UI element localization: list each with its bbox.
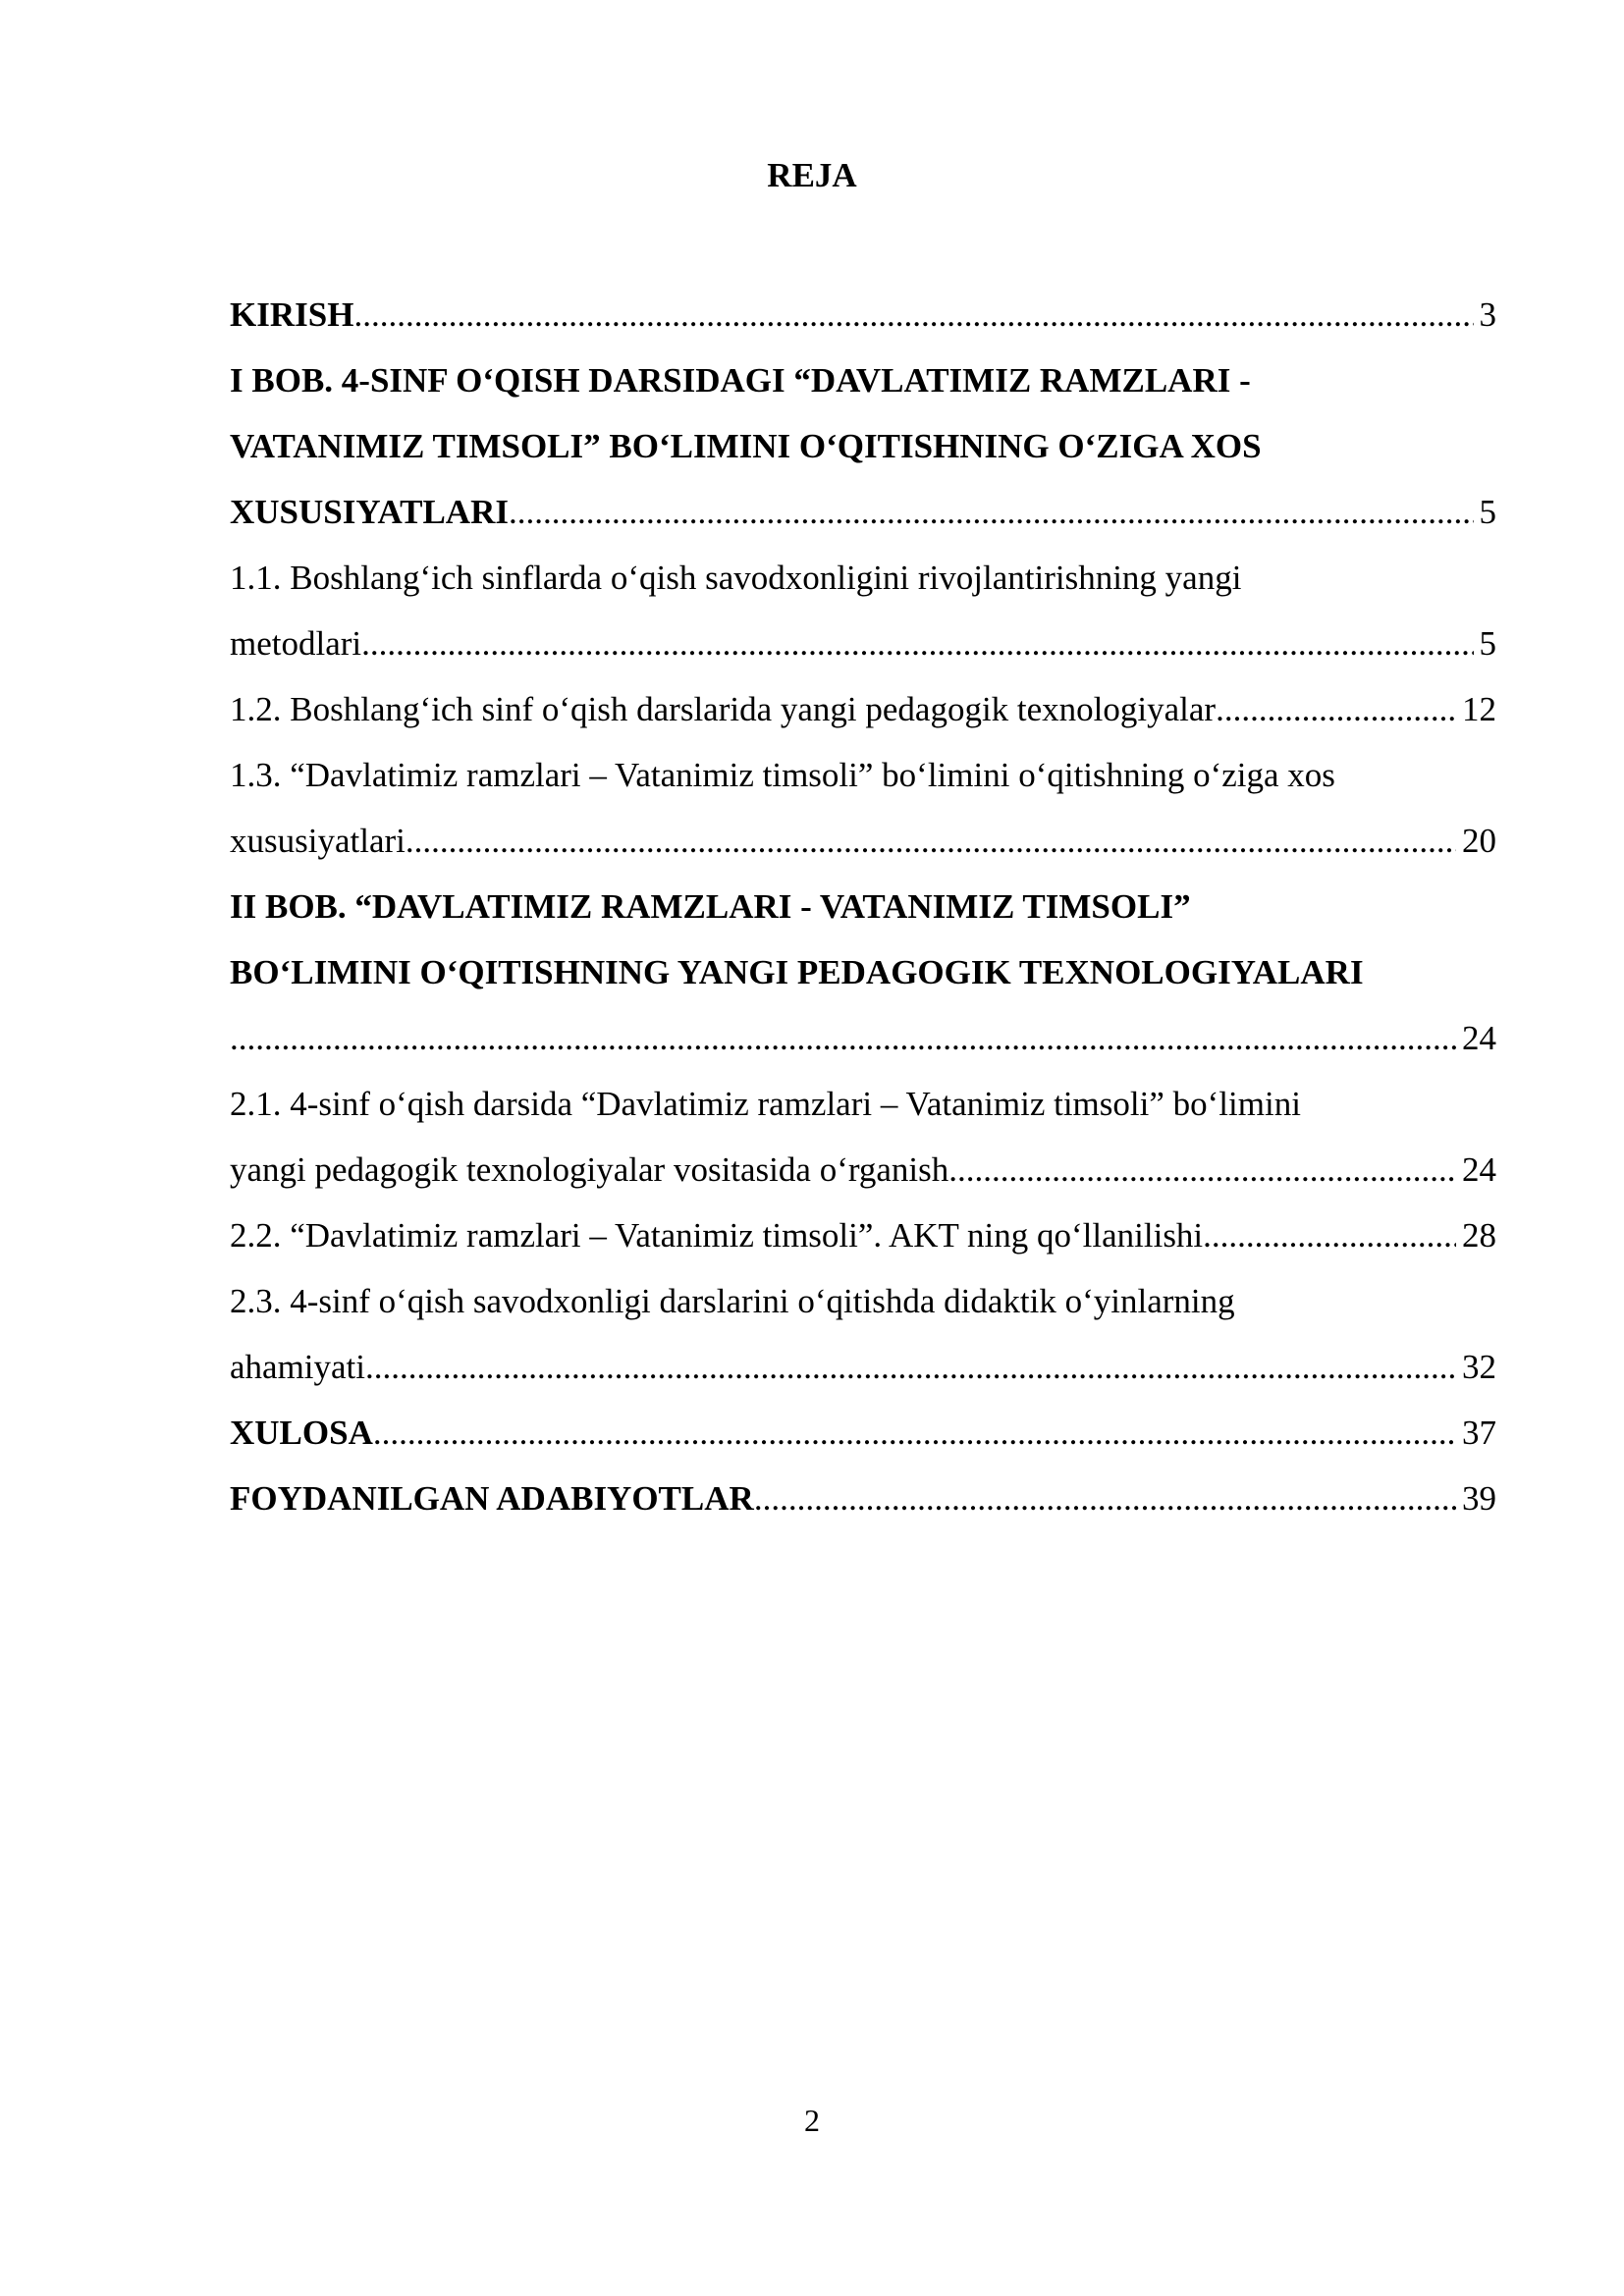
toc-page-number: 12 — [1462, 690, 1496, 728]
toc-page-number: 28 — [1462, 1216, 1496, 1255]
toc-page-number: 24 — [1462, 1150, 1496, 1189]
toc-entry-bob1[interactable] — [230, 479, 1496, 545]
toc-page-number: 5 — [1479, 624, 1496, 663]
toc-page-number: 37 — [1462, 1414, 1496, 1452]
toc-entry-title: 1.2. Boshlang‘ich sinf o‘qish darslarida yangi pedagogik texnologiyalar — [230, 690, 1217, 728]
toc-entry-title: XULOSA — [230, 1414, 373, 1452]
toc-page-number: 32 — [1462, 1348, 1496, 1386]
dot-leader — [361, 611, 1473, 676]
toc-entry-1-3-line1[interactable]: 1.3. “Davlatimiz ramzlari – Vatanimiz timsoli” bo‘limini o‘qitishning o‘ziga xos — [230, 756, 1335, 794]
toc-entry-1-1-line1[interactable]: 1.1. Boshlang‘ich sinflarda o‘qish savodxonligini rivojlantirishning yangi — [230, 559, 1242, 597]
dot-leader — [406, 808, 1456, 874]
toc-entry-title: 2.2. “Davlatimiz ramzlari – Vatanimiz timsoli”. AKT ning qo‘llanilishi — [230, 1216, 1204, 1255]
toc-entry-title: XUSUSIYATLARI — [230, 493, 509, 531]
toc-page-number: 39 — [1462, 1479, 1496, 1518]
toc-page-number: 5 — [1479, 493, 1496, 531]
toc-entry-title: yangi pedagogik texnologiyalar vositasida o‘rganish — [230, 1150, 949, 1189]
toc-entry-bob1-line2[interactable]: VATANIMIZ TIMSOLI” BO‘LIMINI O‘QITISHNING O‘ZIGA XOS — [230, 427, 1262, 465]
toc-entry-2-3-line1[interactable]: 2.3. 4-sinf o‘qish savodxonligi darslarini o‘qitishda didaktik o‘yinlarning — [230, 1282, 1235, 1320]
toc-entry-2-3[interactable] — [230, 1334, 1496, 1400]
toc-entry-2-1-line1[interactable]: 2.1. 4-sinf o‘qish darsida “Davlatimiz ramzlari – Vatanimiz timsoli” bo‘limini — [230, 1085, 1301, 1123]
toc-entry-adabiyotlar[interactable] — [230, 1466, 1496, 1531]
table-of-contents — [230, 282, 1496, 1531]
toc-entry-title: KIRISH — [230, 295, 354, 334]
dot-leader — [373, 1400, 1456, 1466]
toc-entry-bob2-line2[interactable]: BO‘LIMINI O‘QITISHNING YANGI PEDAGOGIK TEXNOLOGIYALARI — [230, 953, 1364, 991]
dot-leader — [230, 1005, 1456, 1071]
toc-entry-bob2-line1[interactable]: II BOB. “DAVLATIMIZ RAMZLARI - VATANIMIZ TIMSOLI” — [230, 887, 1191, 926]
toc-entry-bob1-line1[interactable]: I BOB. 4-SINF O‘QISH DARSIDAGI “DAVLATIMIZ RAMZLARI - — [230, 361, 1251, 400]
toc-entry-bob2[interactable] — [230, 1005, 1496, 1071]
toc-entry-1-1[interactable] — [230, 611, 1496, 676]
toc-entry-2-2[interactable] — [230, 1202, 1496, 1268]
toc-entry-title: ahamiyati — [230, 1348, 366, 1386]
toc-page-number: 20 — [1462, 822, 1496, 860]
dot-leader — [1216, 676, 1456, 742]
toc-entry-title: xususiyatlari — [230, 822, 406, 860]
toc-entry-2-1[interactable] — [230, 1137, 1496, 1202]
toc-entry-title: metodlari — [230, 624, 362, 663]
dot-leader — [1203, 1202, 1456, 1268]
toc-entry-kirish[interactable] — [230, 282, 1496, 347]
page-title: REJA — [767, 156, 857, 194]
dot-leader — [948, 1137, 1456, 1202]
dot-leader — [754, 1466, 1456, 1531]
page-number: 2 — [804, 2103, 820, 2138]
toc-entry-1-2[interactable] — [230, 676, 1496, 742]
toc-entry-xulosa[interactable] — [230, 1400, 1496, 1466]
dot-leader — [353, 282, 1473, 347]
dot-leader — [365, 1334, 1456, 1400]
toc-entry-1-3[interactable] — [230, 808, 1496, 874]
dot-leader — [509, 479, 1474, 545]
toc-entry-title: FOYDANILGAN ADABIYOTLAR — [230, 1479, 754, 1518]
toc-page-number: 24 — [1462, 1019, 1496, 1057]
toc-page-number: 3 — [1479, 295, 1496, 334]
